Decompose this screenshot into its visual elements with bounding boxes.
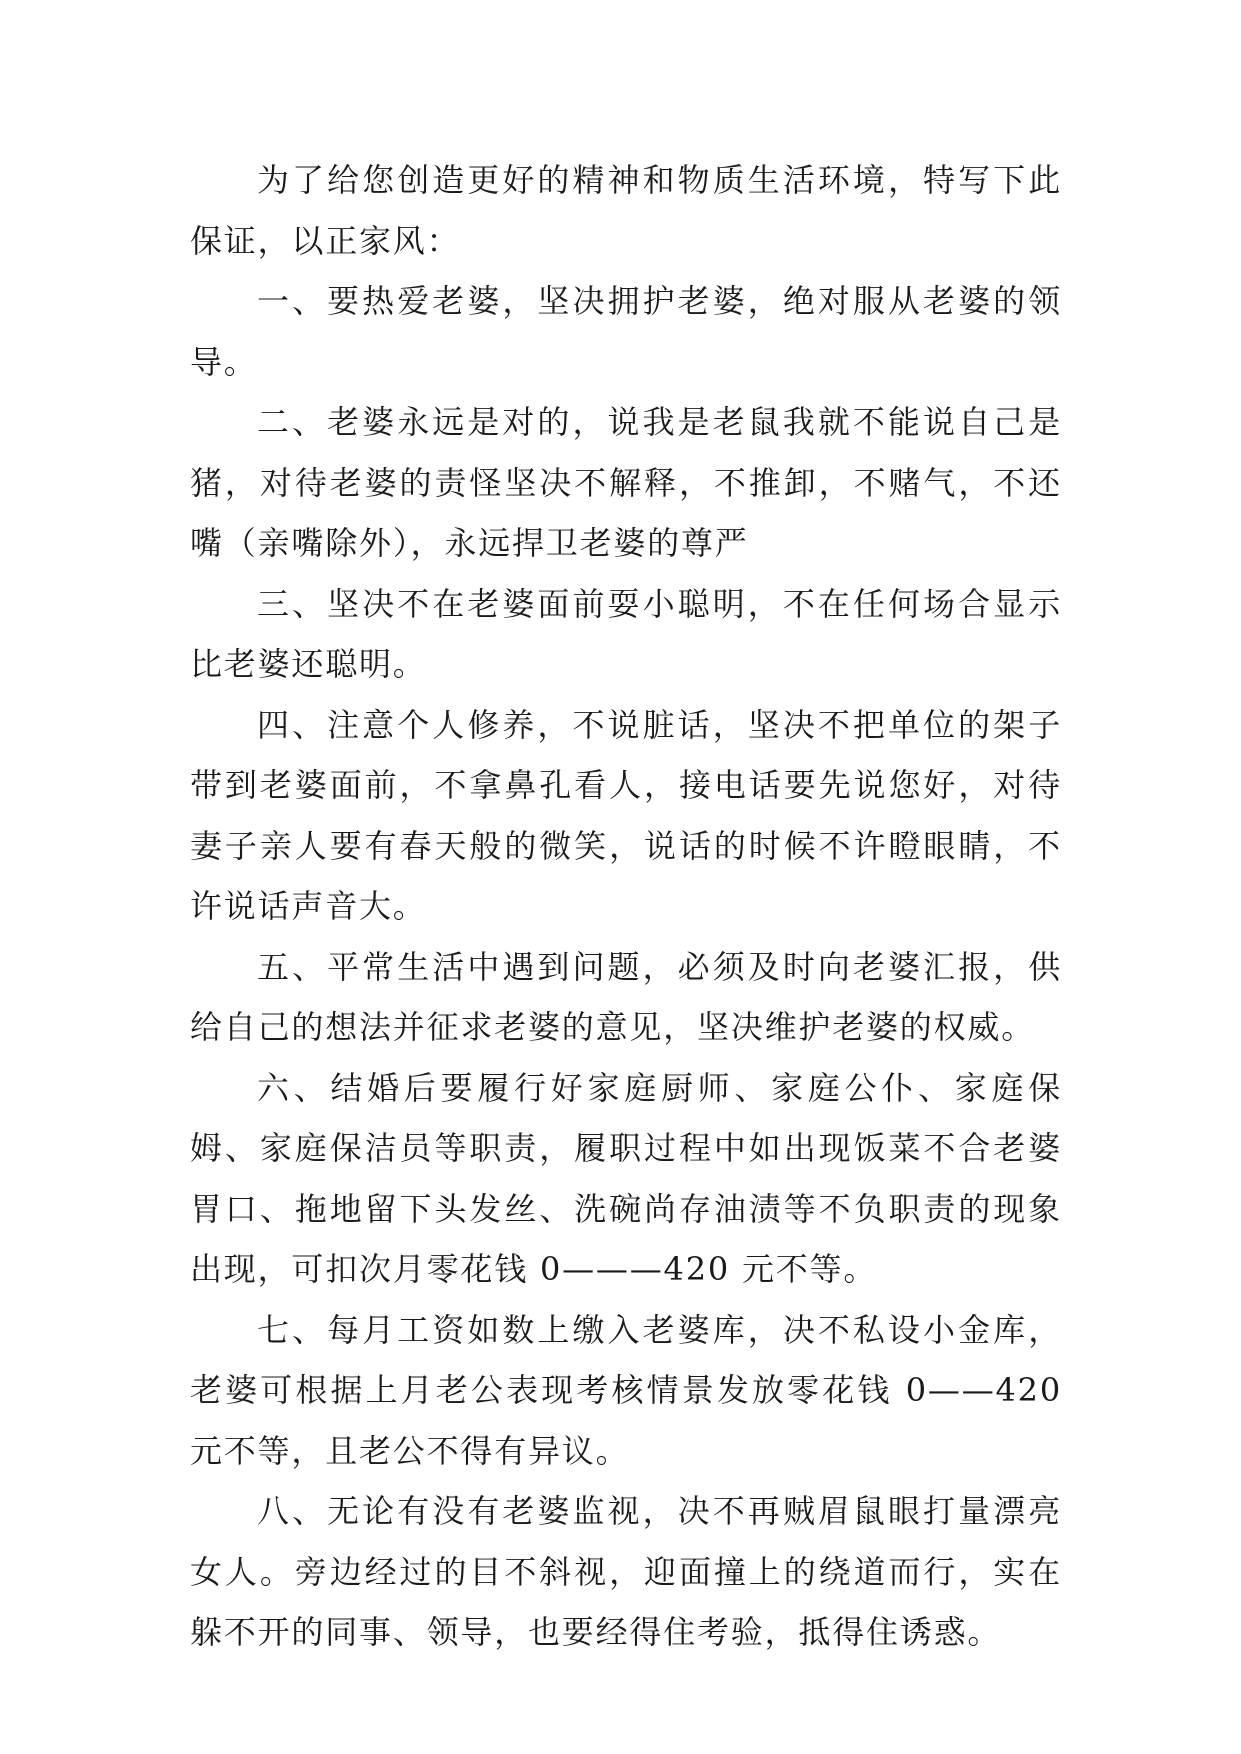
paragraph-item-3: 三、坚决不在老婆面前耍小聪明，不在任何场合显示比老婆还聪明。 [190, 584, 1062, 683]
paragraph-item-4: 四、注意个人修养，不说脏话，坚决不把单位的架子带到老婆面前，不拿鼻孔看人，接电话要先说您好，对待妻子亲人要有春天般的微笑，说话的时候不许瞪眼睛，不许说话声音大。 [190, 705, 1062, 925]
paragraph-item-1: 一、要热爱老婆，坚决拥护老婆，绝对服从老婆的领导。 [190, 282, 1062, 381]
paragraph-intro: 为了给您创造更好的精神和物质生活环境，特写下此保证，以正家风： [190, 161, 1062, 260]
paragraph-item-8: 八、无论有没有老婆监视，决不再贼眉鼠眼打量漂亮女人。旁边经过的目不斜视，迎面撞上的绕道而行，实在躲不开的同事、领导，也要经得住考验，抵得住诱惑。 [190, 1492, 1062, 1651]
document-body [190, 150, 1062, 1663]
paragraph-item-7: 七、每月工资如数上缴入老婆库，决不私设小金库，老婆可根据上月老公表现考核情景发放零花钱 0——420 元不等，且老公不得有异议。 [190, 1310, 1062, 1470]
paragraph-item-2: 二、老婆永远是对的，说我是老鼠我就不能说自己是猪，对待老婆的责怪坚决不解释，不推卸，不赌气，不还嘴（亲嘴除外），永远捍卫老婆的尊严 [190, 403, 1062, 562]
paragraph-item-5: 五、平常生活中遇到问题，必须及时向老婆汇报，供给自己的想法并征求老婆的意见，坚决维护老婆的权威。 [190, 947, 1062, 1046]
paragraph-item-6: 六、结婚后要履行好家庭厨师、家庭公仆、家庭保姆、家庭保洁员等职责，履职过程中如出现饭菜不合老婆胃口、拖地留下头发丝、洗碗尚存油渍等不负职责的现象出现，可扣次月零花钱 0———420 元不等。 [190, 1068, 1062, 1288]
